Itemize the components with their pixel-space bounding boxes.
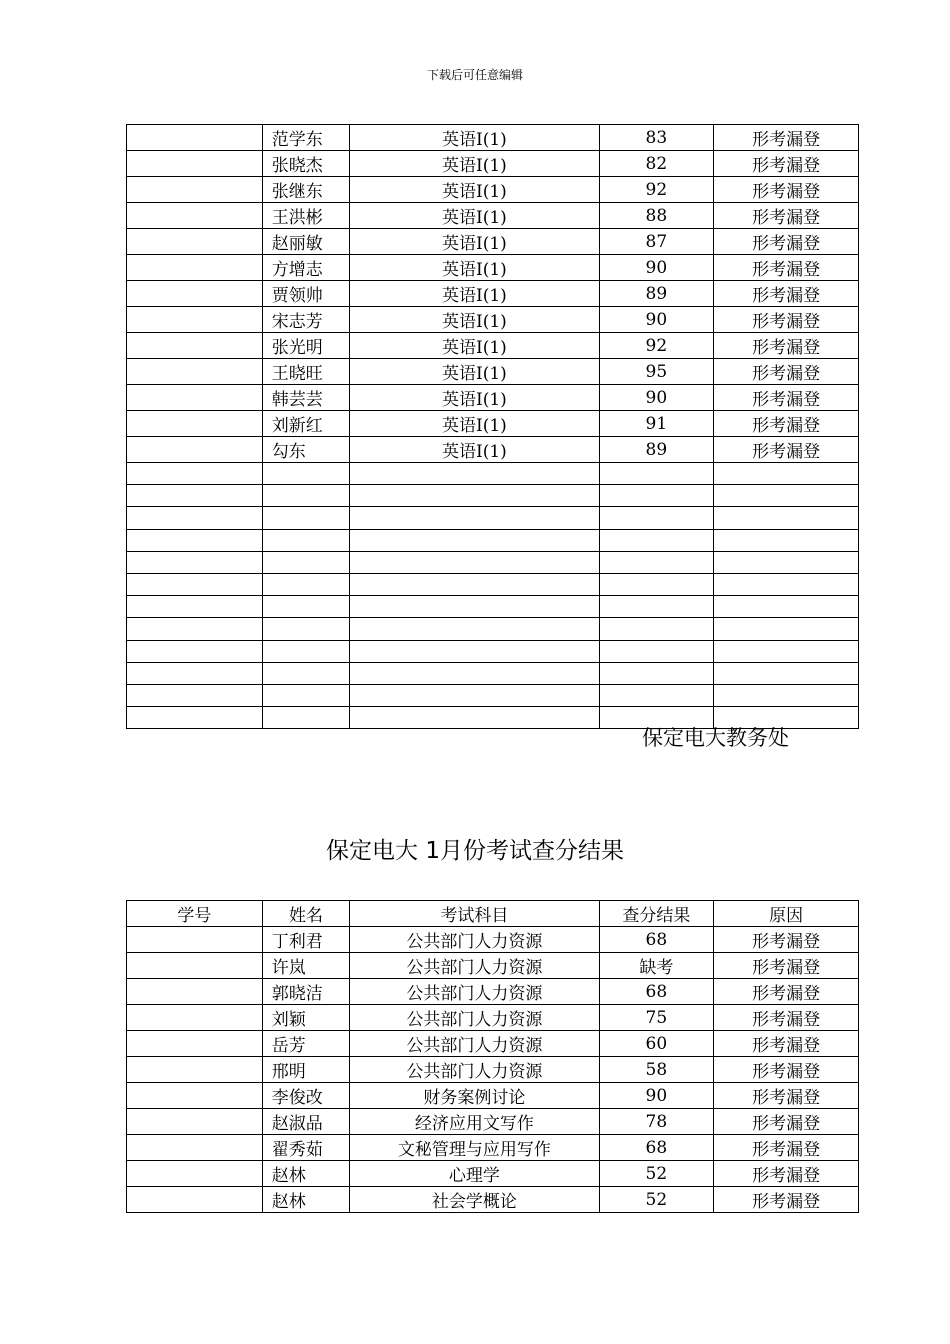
- name-cell: 岳芳: [262, 1031, 349, 1057]
- score-cell: 缺考: [599, 953, 714, 979]
- table-row: [127, 1161, 859, 1187]
- table-header-row: [127, 901, 859, 927]
- table-row: [127, 333, 859, 359]
- empty-cell: [714, 463, 859, 485]
- subject-cell: 公共部门人力资源: [350, 979, 599, 1005]
- reason-cell: 形考漏登: [714, 125, 859, 151]
- empty-cell: [714, 596, 859, 618]
- student-id-cell: [127, 1005, 263, 1031]
- empty-cell: [599, 551, 714, 573]
- empty-cell: [599, 463, 714, 485]
- empty-cell: [714, 485, 859, 507]
- empty-cell: [127, 551, 263, 573]
- reason-cell: 形考漏登: [714, 307, 859, 333]
- subject-cell: 文秘管理与应用写作: [350, 1135, 599, 1161]
- empty-cell: [127, 596, 263, 618]
- reason-cell: 形考漏登: [714, 281, 859, 307]
- name-cell: 郭晓洁: [262, 979, 349, 1005]
- student-id-cell: [127, 307, 263, 333]
- reason-cell: 形考漏登: [714, 229, 859, 255]
- student-id-cell: [127, 359, 263, 385]
- table-row: [127, 1005, 859, 1031]
- name-cell: 赵林: [262, 1161, 349, 1187]
- student-id-cell: [127, 1057, 263, 1083]
- empty-cell: [350, 662, 599, 684]
- table-row: [127, 229, 859, 255]
- empty-cell: [262, 507, 349, 529]
- reason-cell: 形考漏登: [714, 1161, 859, 1187]
- subject-cell: 心理学: [350, 1161, 599, 1187]
- empty-cell: [127, 507, 263, 529]
- table-row: [127, 1187, 859, 1213]
- empty-cell: [714, 618, 859, 640]
- table-row: [127, 1031, 859, 1057]
- empty-cell: [127, 618, 263, 640]
- score-table-continued: [126, 124, 859, 729]
- student-id-cell: [127, 1161, 263, 1187]
- score-cell: 90: [599, 307, 714, 333]
- subject-cell: 英语Ⅰ(1): [350, 307, 599, 333]
- score-cell: 60: [599, 1031, 714, 1057]
- name-cell: 范学东: [262, 125, 349, 151]
- empty-cell: [127, 640, 263, 662]
- empty-cell: [262, 662, 349, 684]
- table-row: [127, 437, 859, 463]
- empty-cell: [262, 573, 349, 595]
- subject-cell: 英语Ⅰ(1): [350, 229, 599, 255]
- student-id-cell: [127, 1083, 263, 1109]
- empty-cell: [350, 529, 599, 551]
- table-row: [127, 979, 859, 1005]
- reason-cell: 形考漏登: [714, 953, 859, 979]
- subject-cell: 公共部门人力资源: [350, 1031, 599, 1057]
- reason-cell: 形考漏登: [714, 1005, 859, 1031]
- table-row: [127, 411, 859, 437]
- student-id-cell: [127, 437, 263, 463]
- score-cell: 88: [599, 203, 714, 229]
- score-cell: 83: [599, 125, 714, 151]
- subject-cell: 英语Ⅰ(1): [350, 411, 599, 437]
- empty-table-row: [127, 618, 859, 640]
- name-cell: 赵淑品: [262, 1109, 349, 1135]
- student-id-cell: [127, 979, 263, 1005]
- name-cell: 邢明: [262, 1057, 349, 1083]
- table-row: [127, 385, 859, 411]
- empty-cell: [127, 529, 263, 551]
- score-cell: 95: [599, 359, 714, 385]
- subject-cell: 财务案例讨论: [350, 1083, 599, 1109]
- empty-cell: [262, 596, 349, 618]
- subject-cell: 公共部门人力资源: [350, 1057, 599, 1083]
- empty-table-row: [127, 507, 859, 529]
- score-cell: 68: [599, 1135, 714, 1161]
- student-id-cell: [127, 255, 263, 281]
- score-cell: 78: [599, 1109, 714, 1135]
- student-id-cell: [127, 151, 263, 177]
- name-cell: 刘颖: [262, 1005, 349, 1031]
- subject-cell: 社会学概论: [350, 1187, 599, 1213]
- table-row: [127, 281, 859, 307]
- empty-cell: [714, 573, 859, 595]
- score-cell: 92: [599, 333, 714, 359]
- name-cell: 张继东: [262, 177, 349, 203]
- empty-table-row: [127, 573, 859, 595]
- name-cell: 张晓杰: [262, 151, 349, 177]
- score-cell: 90: [599, 255, 714, 281]
- empty-cell: [127, 573, 263, 595]
- score-cell: 82: [599, 151, 714, 177]
- score-cell: 75: [599, 1005, 714, 1031]
- name-cell: 王晓旺: [262, 359, 349, 385]
- empty-cell: [714, 507, 859, 529]
- reason-cell: 形考漏登: [714, 1057, 859, 1083]
- empty-cell: [127, 684, 263, 706]
- empty-cell: [599, 662, 714, 684]
- empty-cell: [599, 684, 714, 706]
- student-id-cell: [127, 411, 263, 437]
- empty-cell: [350, 573, 599, 595]
- reason-cell: 形考漏登: [714, 333, 859, 359]
- empty-cell: [262, 618, 349, 640]
- empty-cell: [714, 529, 859, 551]
- score-cell: 52: [599, 1161, 714, 1187]
- score-cell: 92: [599, 177, 714, 203]
- student-id-cell: [127, 281, 263, 307]
- subject-cell: 经济应用文写作: [350, 1109, 599, 1135]
- student-id-cell: [127, 385, 263, 411]
- empty-cell: [127, 707, 263, 729]
- empty-cell: [350, 507, 599, 529]
- score-cell: 68: [599, 927, 714, 953]
- reason-cell: 形考漏登: [714, 255, 859, 281]
- empty-table-row: [127, 662, 859, 684]
- empty-cell: [262, 640, 349, 662]
- empty-cell: [350, 618, 599, 640]
- reason-cell: 形考漏登: [714, 927, 859, 953]
- reason-cell: 形考漏登: [714, 177, 859, 203]
- page-title: 保定电大 1月份考试查分结果: [326, 838, 624, 864]
- empty-cell: [350, 551, 599, 573]
- student-id-cell: [127, 1187, 263, 1213]
- name-cell: 赵丽敏: [262, 229, 349, 255]
- student-id-cell: [127, 333, 263, 359]
- subject-cell: 公共部门人力资源: [350, 953, 599, 979]
- score-cell: 89: [599, 281, 714, 307]
- subject-cell: 公共部门人力资源: [350, 927, 599, 953]
- table-row: [127, 359, 859, 385]
- reason-cell: 形考漏登: [714, 1109, 859, 1135]
- subject-cell: 英语Ⅰ(1): [350, 333, 599, 359]
- table-row: [127, 1135, 859, 1161]
- empty-cell: [599, 640, 714, 662]
- reason-cell: 形考漏登: [714, 359, 859, 385]
- header-reason: 原因: [714, 901, 859, 927]
- name-cell: 王洪彬: [262, 203, 349, 229]
- empty-cell: [262, 485, 349, 507]
- empty-cell: [599, 573, 714, 595]
- name-cell: 张光明: [262, 333, 349, 359]
- reason-cell: 形考漏登: [714, 437, 859, 463]
- table-row: [127, 255, 859, 281]
- reason-cell: 形考漏登: [714, 411, 859, 437]
- score-cell: 91: [599, 411, 714, 437]
- empty-table-row: [127, 596, 859, 618]
- name-cell: 勾东: [262, 437, 349, 463]
- empty-cell: [127, 662, 263, 684]
- empty-cell: [599, 485, 714, 507]
- score-review-table-body: [127, 927, 859, 1213]
- subject-cell: 英语Ⅰ(1): [350, 281, 599, 307]
- empty-cell: [714, 662, 859, 684]
- table-row: [127, 177, 859, 203]
- subject-cell: 英语Ⅰ(1): [350, 125, 599, 151]
- empty-table-row: [127, 640, 859, 662]
- empty-cell: [599, 529, 714, 551]
- name-cell: 贾领帅: [262, 281, 349, 307]
- header-note: 下载后可任意编辑: [426, 68, 523, 82]
- header-student-id: 学号: [127, 901, 263, 927]
- student-id-cell: [127, 927, 263, 953]
- empty-cell: [714, 640, 859, 662]
- empty-cell: [262, 551, 349, 573]
- reason-cell: 形考漏登: [714, 1187, 859, 1213]
- student-id-cell: [127, 1135, 263, 1161]
- student-id-cell: [127, 229, 263, 255]
- empty-cell: [262, 707, 349, 729]
- empty-cell: [262, 684, 349, 706]
- empty-table-row: [127, 485, 859, 507]
- subject-cell: 公共部门人力资源: [350, 1005, 599, 1031]
- student-id-cell: [127, 125, 263, 151]
- name-cell: 宋志芳: [262, 307, 349, 333]
- student-id-cell: [127, 1031, 263, 1057]
- empty-cell: [262, 529, 349, 551]
- empty-cell: [350, 463, 599, 485]
- subject-cell: 英语Ⅰ(1): [350, 255, 599, 281]
- table-row: [127, 151, 859, 177]
- name-cell: 翟秀茹: [262, 1135, 349, 1161]
- subject-cell: 英语Ⅰ(1): [350, 177, 599, 203]
- reason-cell: 形考漏登: [714, 151, 859, 177]
- reason-cell: 形考漏登: [714, 1083, 859, 1109]
- header-subject: 考试科目: [350, 901, 599, 927]
- empty-cell: [350, 485, 599, 507]
- table-row: [127, 125, 859, 151]
- student-id-cell: [127, 203, 263, 229]
- table-row: [127, 1109, 859, 1135]
- table-row: [127, 953, 859, 979]
- score-cell: 58: [599, 1057, 714, 1083]
- header-score: 查分结果: [599, 901, 714, 927]
- empty-cell: [262, 463, 349, 485]
- subject-cell: 英语Ⅰ(1): [350, 437, 599, 463]
- reason-cell: 形考漏登: [714, 203, 859, 229]
- subject-cell: 英语Ⅰ(1): [350, 203, 599, 229]
- reason-cell: 形考漏登: [714, 979, 859, 1005]
- student-id-cell: [127, 953, 263, 979]
- empty-cell: [599, 618, 714, 640]
- empty-cell: [350, 596, 599, 618]
- header-name: 姓名: [262, 901, 349, 927]
- student-id-cell: [127, 1109, 263, 1135]
- empty-cell: [127, 485, 263, 507]
- empty-table-row: [127, 684, 859, 706]
- empty-cell: [714, 684, 859, 706]
- score-cell: 87: [599, 229, 714, 255]
- name-cell: 丁利君: [262, 927, 349, 953]
- empty-cell: [350, 684, 599, 706]
- name-cell: 许岚: [262, 953, 349, 979]
- score-cell: 68: [599, 979, 714, 1005]
- empty-cell: [350, 707, 599, 729]
- table-row: [127, 927, 859, 953]
- signature: 保定电大教务处: [642, 726, 789, 750]
- score-cell: 90: [599, 1083, 714, 1109]
- table-row: [127, 1083, 859, 1109]
- reason-cell: 形考漏登: [714, 385, 859, 411]
- name-cell: 方增志: [262, 255, 349, 281]
- reason-cell: 形考漏登: [714, 1031, 859, 1057]
- empty-table-row: [127, 463, 859, 485]
- subject-cell: 英语Ⅰ(1): [350, 385, 599, 411]
- empty-table-row: [127, 551, 859, 573]
- score-cell: 52: [599, 1187, 714, 1213]
- subject-cell: 英语Ⅰ(1): [350, 151, 599, 177]
- reason-cell: 形考漏登: [714, 1135, 859, 1161]
- score-table-continued-body: [127, 125, 859, 729]
- table-row: [127, 203, 859, 229]
- name-cell: 韩芸芸: [262, 385, 349, 411]
- empty-cell: [599, 596, 714, 618]
- student-id-cell: [127, 177, 263, 203]
- table-row: [127, 307, 859, 333]
- score-review-table: [126, 900, 859, 1213]
- score-cell: 89: [599, 437, 714, 463]
- name-cell: 赵林: [262, 1187, 349, 1213]
- empty-cell: [599, 507, 714, 529]
- table-row: [127, 1057, 859, 1083]
- name-cell: 刘新红: [262, 411, 349, 437]
- score-cell: 90: [599, 385, 714, 411]
- empty-cell: [350, 640, 599, 662]
- name-cell: 李俊改: [262, 1083, 349, 1109]
- subject-cell: 英语Ⅰ(1): [350, 359, 599, 385]
- empty-cell: [714, 551, 859, 573]
- empty-cell: [127, 463, 263, 485]
- empty-table-row: [127, 529, 859, 551]
